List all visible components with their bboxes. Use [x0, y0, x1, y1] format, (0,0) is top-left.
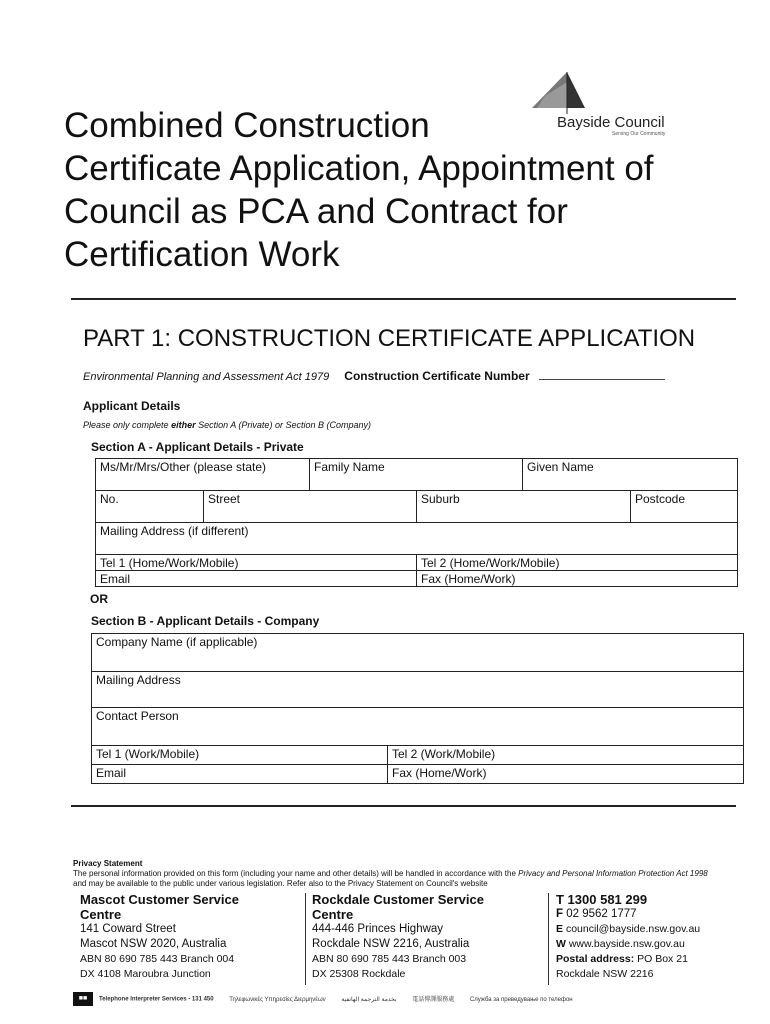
- part-title: PART 1: CONSTRUCTION CERTIFICATE APPLICATION: [83, 325, 696, 352]
- field-tel2[interactable]: [417, 555, 738, 571]
- label-company-email: Email: [96, 766, 127, 780]
- postal-label: Postal address:: [556, 953, 635, 965]
- label-no: No.: [100, 492, 119, 506]
- rockdale-office: [312, 892, 542, 982]
- email-prefix: E: [556, 923, 564, 935]
- rockdale-address-2: Rockdale NSW 2216, Australia: [312, 938, 470, 950]
- label-company-tel1: Tel 1 (Work/Mobile): [96, 747, 200, 761]
- label-company-fax: Fax (Home/Work): [392, 766, 487, 780]
- sail-triangle-logo-icon: [527, 70, 587, 116]
- field-company-fax[interactable]: [388, 765, 744, 784]
- contact-phone: T 1300 581 299: [556, 892, 648, 907]
- fax-prefix: F: [556, 908, 564, 920]
- footer-arabic: بخدمة الترجمة الهاتفية: [341, 996, 397, 1003]
- note-bold: either: [171, 420, 196, 430]
- field-given-name[interactable]: [523, 459, 738, 491]
- label-tel1: Tel 1 (Home/Work/Mobile): [100, 556, 239, 570]
- note-before: Please only complete: [83, 420, 172, 430]
- council-contact: [556, 892, 756, 982]
- interpreter-icon: ■■: [73, 992, 93, 1006]
- field-mailing-address[interactable]: [96, 523, 738, 555]
- rockdale-abn: ABN 80 690 785 443 Branch 003: [312, 953, 467, 965]
- cc-number-field[interactable]: [539, 369, 665, 380]
- field-postcode[interactable]: [631, 491, 738, 523]
- footer-chinese: 電話傳譯服務處: [412, 996, 455, 1003]
- footer-greek: Τηλεφωνικές Υπηρεσίες Διερμηνέων: [229, 996, 326, 1003]
- label-family-name: Family Name: [314, 460, 385, 474]
- field-tel1[interactable]: [96, 555, 417, 571]
- note-after: Section A (Private) or Section B (Company): [195, 420, 371, 430]
- mascot-dx: DX 4108 Maroubra Junction: [80, 968, 211, 980]
- contact-fax: 02 9562 1777: [566, 908, 637, 920]
- field-suburb[interactable]: [417, 491, 631, 523]
- privacy-statement: [73, 859, 713, 889]
- field-fax[interactable]: [417, 571, 738, 587]
- field-family-name[interactable]: [310, 459, 523, 491]
- contact-web[interactable]: www.bayside.nsw.gov.au: [568, 938, 685, 950]
- label-company-name: Company Name (if applicable): [96, 635, 258, 649]
- mascot-heading-1: Mascot Customer Service: [80, 892, 239, 907]
- logo-tagline: Serving Our Community: [612, 131, 666, 137]
- top-divider: [71, 298, 736, 300]
- field-no[interactable]: [96, 491, 204, 523]
- postal-line-1: PO Box 21: [637, 953, 688, 965]
- cc-number-label: Construction Certificate Number: [344, 369, 530, 383]
- label-company-tel2: Tel 2 (Work/Mobile): [392, 747, 496, 761]
- title-line-3: Council as PCA and Contract for: [64, 192, 568, 231]
- mascot-address-1: 141 Coward Street: [80, 923, 176, 935]
- bayside-council-logo: [527, 70, 697, 140]
- title-line-2: Certificate Application, Appointment of: [64, 149, 654, 188]
- label-given-name: Given Name: [527, 460, 594, 474]
- office-divider-1: [305, 893, 306, 985]
- field-title[interactable]: [96, 459, 310, 491]
- footer-macedonian: Служба за преведување по телефон: [469, 996, 573, 1003]
- mascot-abn: ABN 80 690 785 443 Branch 004: [80, 953, 235, 965]
- label-fax: Fax (Home/Work): [421, 572, 516, 586]
- field-company-mailing[interactable]: [92, 672, 744, 708]
- field-company-tel2[interactable]: [388, 746, 744, 765]
- field-email[interactable]: [96, 571, 417, 587]
- privacy-text-before: The personal information provided on this form (including your name and other details) will be handled in accordance with the: [73, 869, 519, 878]
- title-line-1: Combined Construction: [64, 106, 430, 145]
- interpreter-footer: [73, 992, 753, 1006]
- label-email: Email: [100, 572, 131, 586]
- act-name: Environmental Planning and Assessment Act 1979: [83, 371, 330, 383]
- label-mailing-address: Mailing Address (if different): [100, 524, 249, 538]
- or-label: OR: [90, 592, 108, 606]
- office-divider-2: [548, 893, 549, 985]
- logo-name: Bayside Council: [557, 114, 665, 131]
- rockdale-address-1: 444-446 Princes Highway: [312, 923, 444, 935]
- field-contact-person[interactable]: [92, 708, 744, 746]
- rockdale-dx: DX 25308 Rockdale: [312, 968, 406, 980]
- bottom-divider: [71, 805, 736, 807]
- section-a-heading: Section A - Applicant Details - Private: [91, 440, 304, 454]
- rockdale-heading-1: Rockdale Customer Service: [312, 892, 484, 907]
- contact-email[interactable]: council@bayside.nsw.gov.au: [565, 923, 701, 935]
- footer-interpreter: Telephone Interpreter Services - 131 450: [99, 996, 214, 1003]
- label-postcode: Postcode: [635, 492, 686, 506]
- field-street[interactable]: [204, 491, 417, 523]
- web-prefix: W: [556, 938, 566, 950]
- label-tel2: Tel 2 (Home/Work/Mobile): [421, 556, 560, 570]
- label-title: Ms/Mr/Mrs/Other (please state): [100, 460, 267, 474]
- rockdale-heading-2: Centre: [312, 907, 354, 922]
- section-a-table: [95, 458, 738, 587]
- act-line: [83, 369, 665, 383]
- field-company-email[interactable]: [92, 765, 388, 784]
- privacy-text-after: and may be available to the public under various legislation. Refer also to the Privacy Statement on Council's website: [73, 879, 488, 888]
- mascot-heading-2: Centre: [80, 907, 122, 922]
- title-line-4: Certification Work: [64, 235, 340, 274]
- privacy-title: Privacy Statement: [73, 859, 143, 868]
- privacy-act: Privacy and Personal Information Protection Act 1998: [518, 869, 708, 878]
- section-b-heading: Section B - Applicant Details - Company: [91, 614, 320, 628]
- postal-line-2: Rockdale NSW 2216: [556, 968, 654, 980]
- label-street: Street: [208, 492, 241, 506]
- label-contact-person: Contact Person: [96, 709, 179, 723]
- field-company-name[interactable]: [92, 634, 744, 672]
- mascot-address-2: Mascot NSW 2020, Australia: [80, 938, 227, 950]
- label-suburb: Suburb: [421, 492, 460, 506]
- mascot-office: [80, 892, 300, 982]
- applicant-details-heading: Applicant Details: [83, 399, 181, 413]
- section-b-table: [91, 633, 744, 784]
- field-company-tel1[interactable]: [92, 746, 388, 765]
- label-company-mailing: Mailing Address: [96, 673, 181, 687]
- applicant-note: [83, 420, 371, 430]
